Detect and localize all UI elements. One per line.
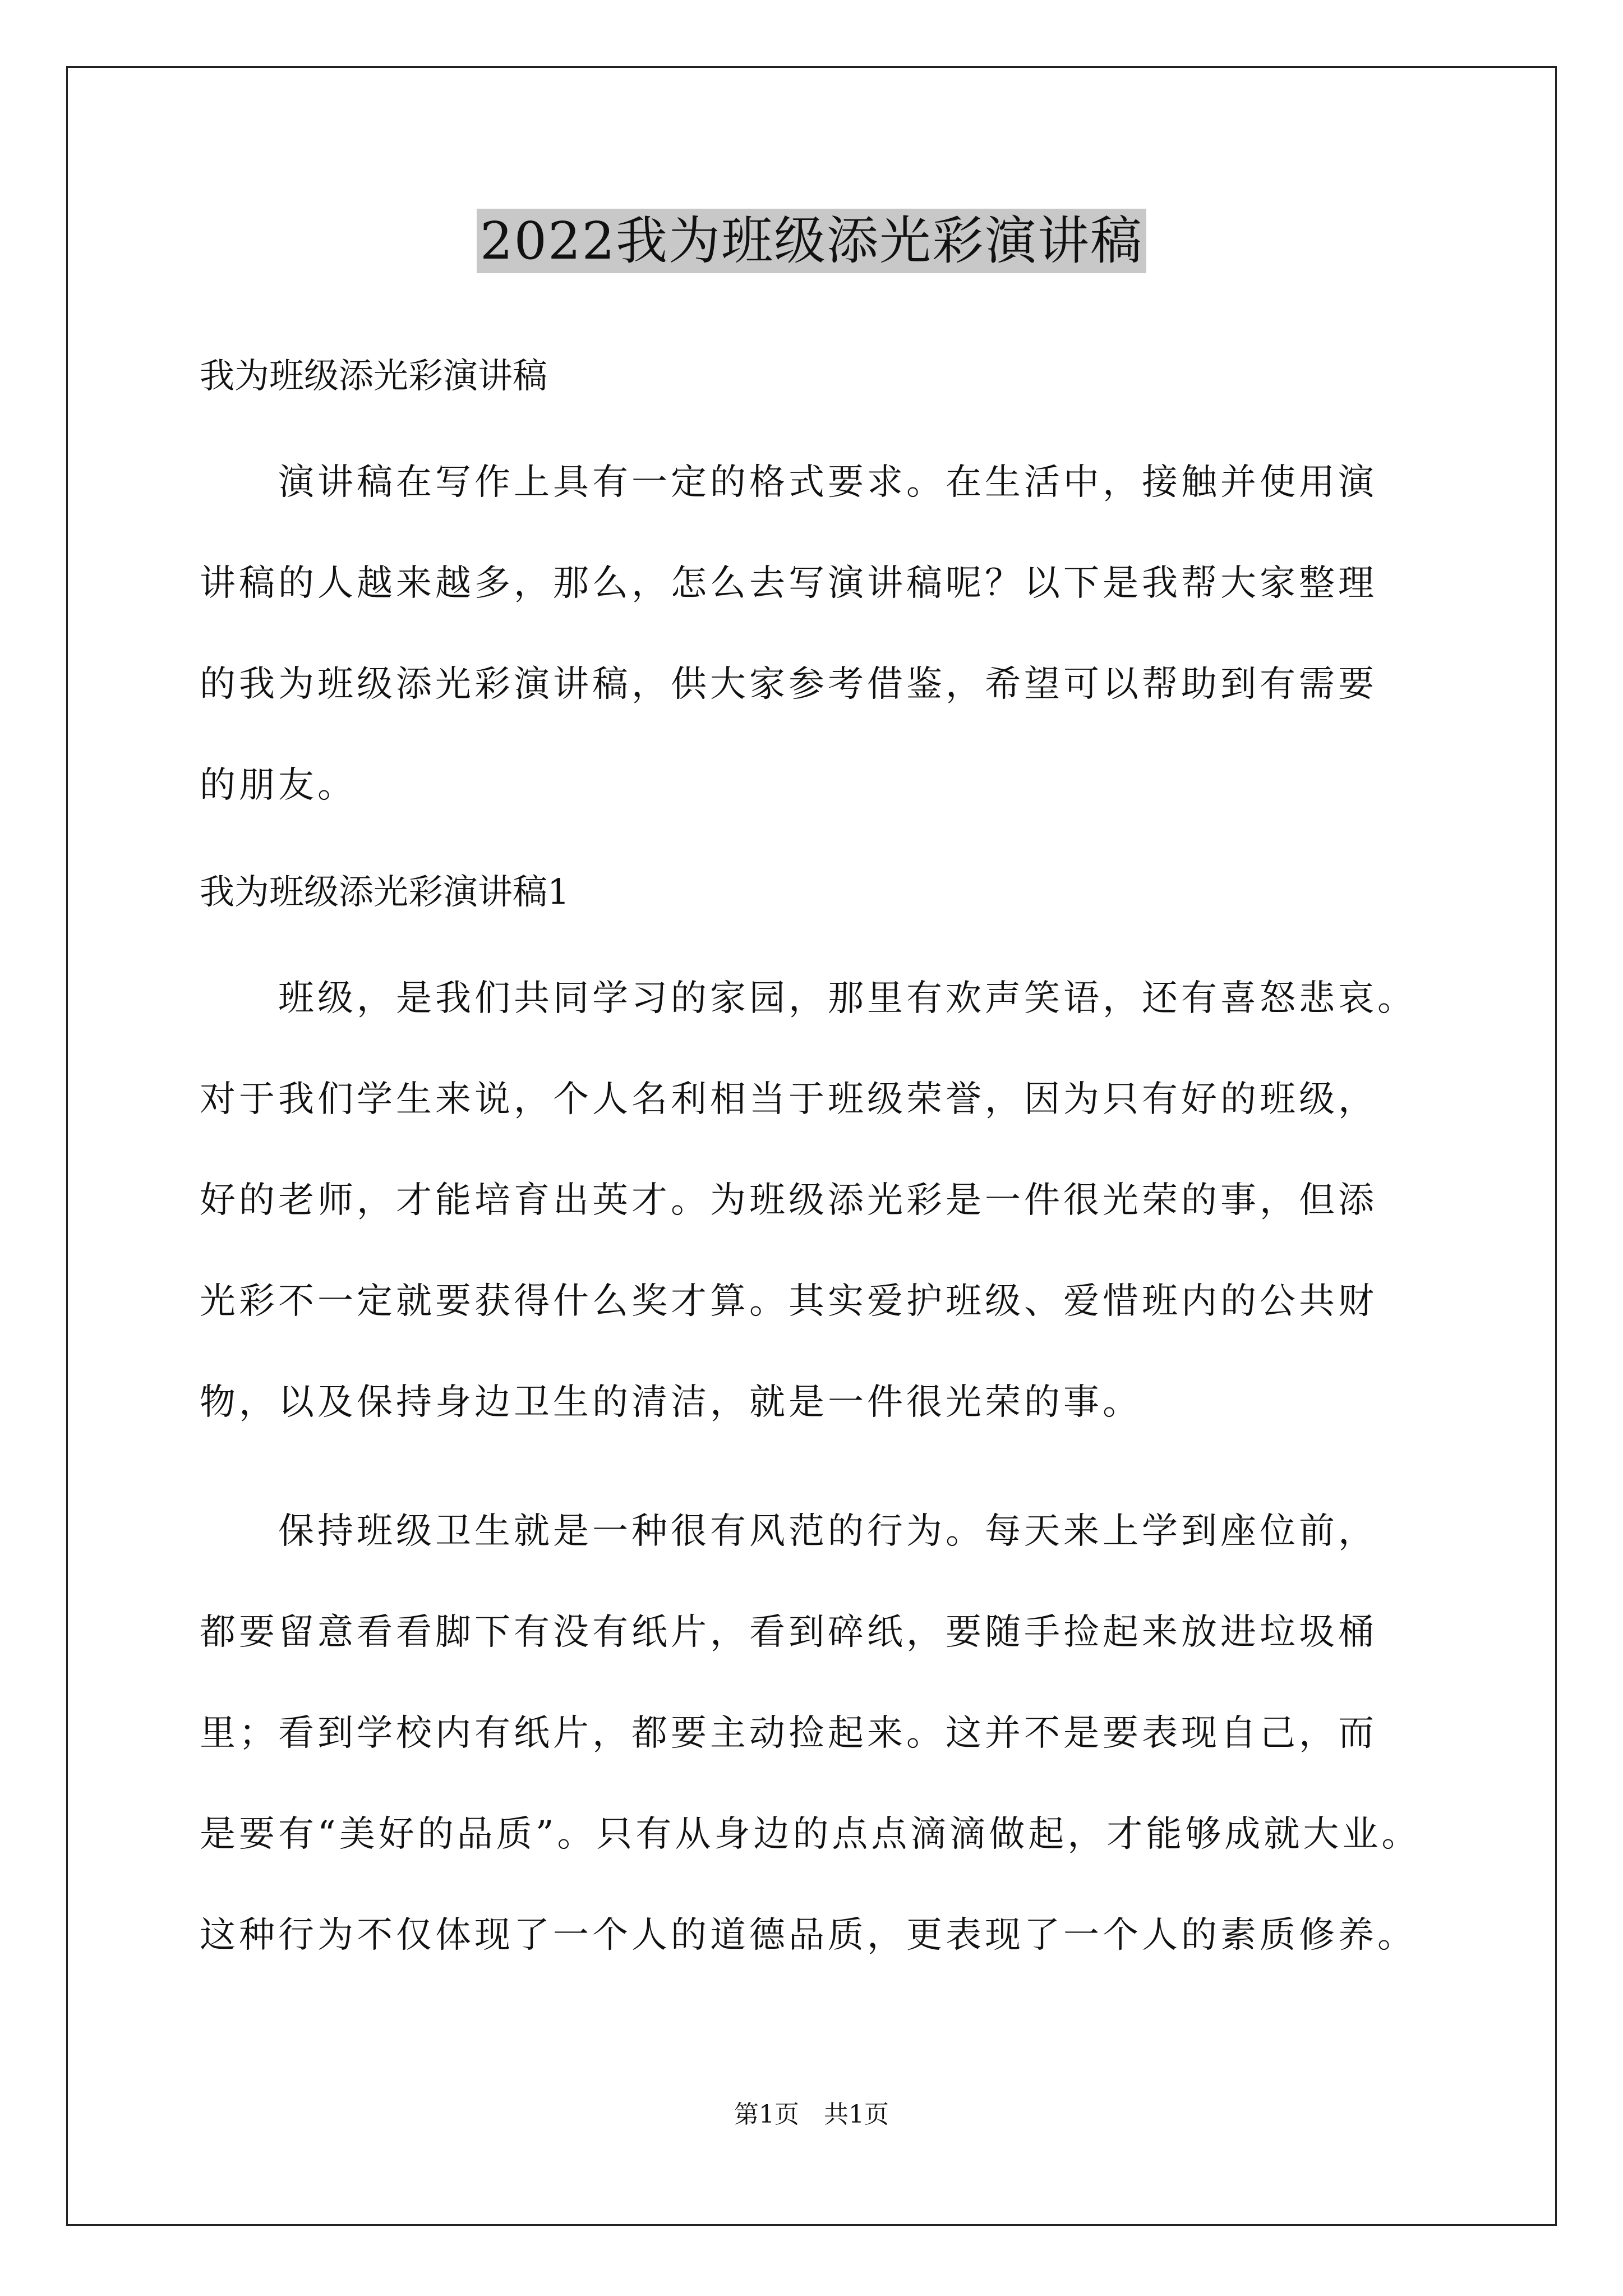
body-paragraph-2: [200, 1481, 1433, 1986]
paragraph-line: 班级，是我们共同学习的家园，那里有欢声笑语，还有喜怒悲哀。: [278, 978, 1417, 1019]
body-paragraph-1: [200, 948, 1433, 1453]
paragraph-line: 讲稿的人越来越多，那么，怎么去写演讲稿呢？以下是我帮大家整理: [200, 563, 1377, 604]
paragraph-line: 好的老师，才能培育出英才。为班级添光彩是一件很光荣的事，但添: [200, 1180, 1377, 1221]
paragraph-line: 是要有“美好的品质”。只有从身边的点点滴滴做起，才能够成就大业。: [200, 1814, 1421, 1855]
paragraph-line: 光彩不一定就要获得什么奖才算。其实爱护班级、爱惜班内的公共财: [200, 1281, 1377, 1322]
title-highlight: 2022我为班级添光彩演讲稿: [477, 209, 1146, 273]
paragraph-line: 都要留意看看脚下有没有纸片，看到碎纸，要随手捡起来放进垃圾桶: [200, 1612, 1377, 1653]
paragraph-line: 这种行为不仅体现了一个人的道德品质，更表现了一个人的素质修养。: [200, 1915, 1417, 1956]
paragraph-line: 物，以及保持身边卫生的清洁，就是一件很光荣的事。: [200, 1382, 1142, 1423]
paragraph-line: 的我为班级添光彩演讲稿，供大家参考借鉴，希望可以帮助到有需要: [200, 664, 1377, 705]
section-heading: 我为班级添光彩演讲稿1: [200, 871, 570, 912]
paragraph-line: 的朋友。: [200, 765, 357, 806]
intro-paragraph: [200, 432, 1433, 836]
paragraph-line: 对于我们学生来说，个人名利相当于班级荣誉，因为只有好的班级，: [200, 1079, 1377, 1120]
page-footer: 第1页 共1页: [734, 2100, 889, 2129]
document-title: [0, 208, 1623, 275]
paragraph-line: 保持班级卫生就是一种很有风范的行为。每天来上学到座位前，: [278, 1511, 1377, 1552]
paragraph-line: 演讲稿在写作上具有一定的格式要求。在生活中，接触并使用演: [278, 462, 1377, 503]
subtitle: 我为班级添光彩演讲稿: [200, 355, 548, 396]
document-body: [200, 348, 1433, 2014]
paragraph-line: 里；看到学校内有纸片，都要主动捡起来。这并不是要表现自己，而: [200, 1713, 1377, 1754]
